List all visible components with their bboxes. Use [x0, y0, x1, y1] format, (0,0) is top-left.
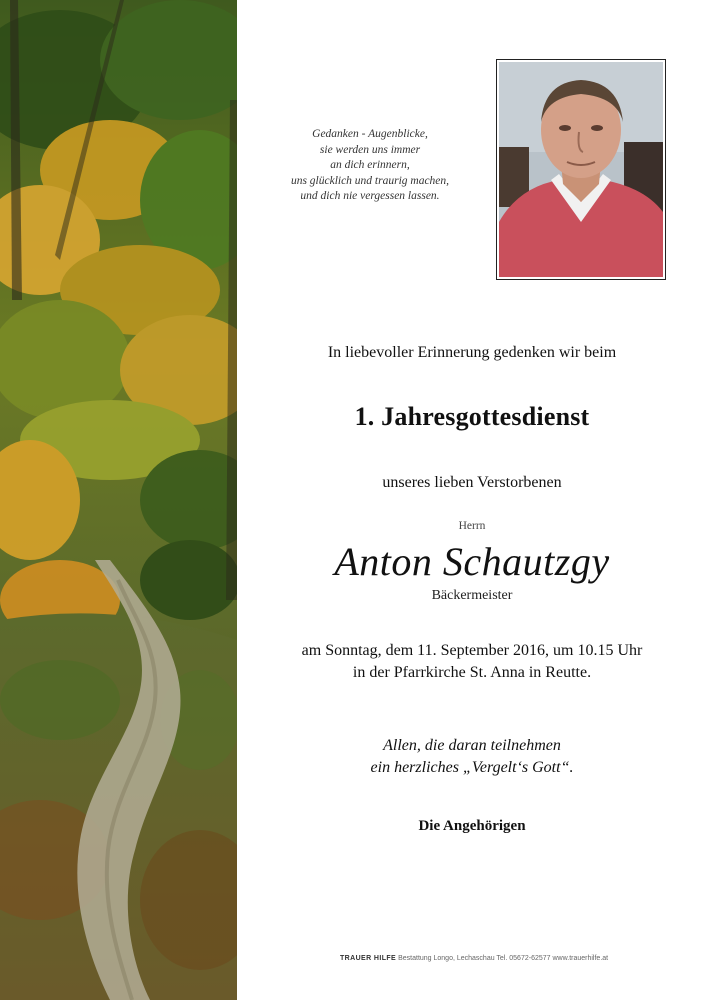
salutation: Herrn: [458, 520, 486, 532]
footer-brand: TRAUER HILFE: [340, 955, 397, 962]
service-date-line: am Sonntag, dem 11. September 2016, um 10.15 Uhr: [301, 642, 643, 659]
thanks-line: Allen, die daran teilnehmen: [383, 737, 561, 754]
footer-text: Bestattung Longo, Lechaschau Tel. 05672-62577 www.trauerhilfe.at: [398, 955, 609, 962]
intro-text: In liebevoller Erinnerung gedenken wir beim: [327, 344, 617, 361]
service-location-line: in der Pfarrkirche St. Anna in Reutte.: [352, 664, 592, 681]
portrait-photo: [496, 59, 666, 280]
signature: Die Angehörigen: [418, 818, 526, 834]
poem-line: und dich nie vergessen lassen.: [300, 190, 440, 202]
profession: Bäckermeister: [431, 588, 513, 603]
service-title: 1. Jahresgottesdienst: [354, 402, 590, 431]
poem-line: an dich erinnern,: [330, 159, 410, 171]
forest-path-image: [0, 0, 237, 1000]
poem-line: Gedanken - Augenblicke,: [312, 128, 428, 140]
thanks-line: ein herzliches „Vergelt‘s Gott“.: [370, 759, 574, 776]
poem-line: sie werden uns immer: [319, 143, 421, 156]
deceased-name: Anton Schautzgy: [334, 539, 610, 584]
poem-line: uns glücklich und traurig machen,: [290, 174, 450, 187]
subtitle-text: unseres lieben Verstorbenen: [382, 474, 562, 491]
memorial-poem: [270, 127, 470, 205]
footer-imprint: [340, 955, 608, 962]
